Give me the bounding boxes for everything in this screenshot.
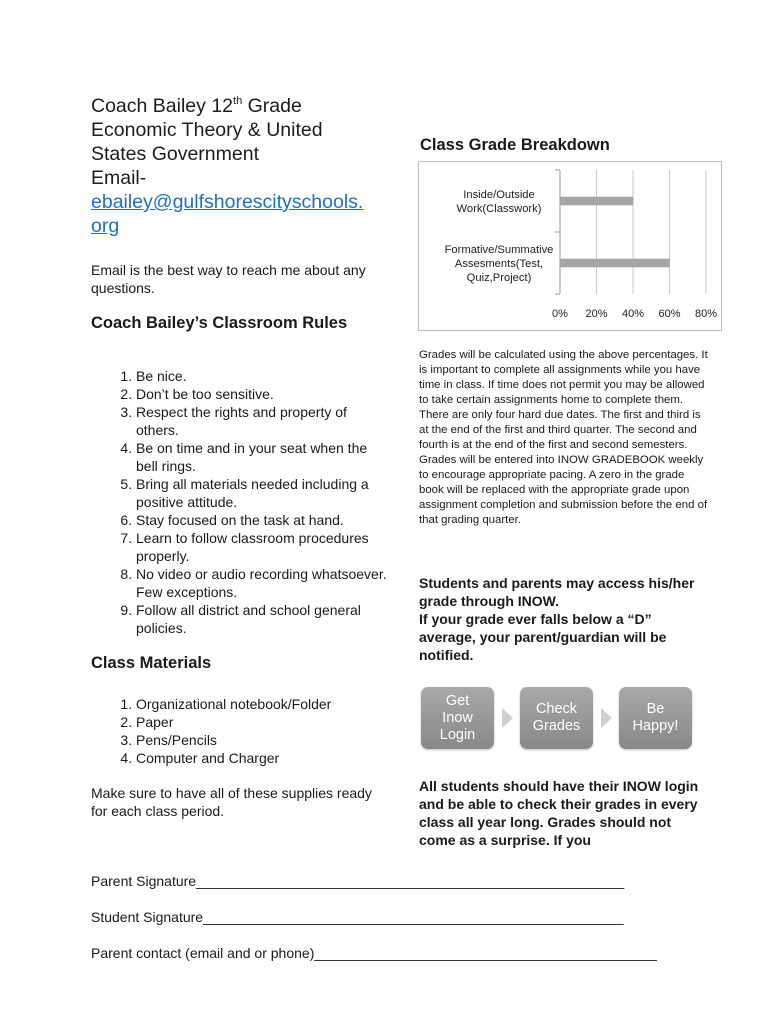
rules-title: Coach Bailey’s Classroom Rules xyxy=(91,314,348,332)
category-label: Formative/Summative xyxy=(444,244,554,256)
email-label: Email- xyxy=(91,167,147,189)
access-line2: If your grade ever falls below a “D” average, your parent/guardian will be notified. xyxy=(419,611,667,663)
material-item: 3. Pens/Pencils xyxy=(136,731,391,749)
category-label: Work(Classwork) xyxy=(456,203,542,215)
bar xyxy=(560,259,670,267)
chart-title: Class Grade Breakdown xyxy=(420,136,610,154)
chart-canvas xyxy=(419,162,721,330)
x-tick-label: 80% xyxy=(694,308,718,320)
contact-note: Email is the best way to reach me about any questions. xyxy=(91,262,366,296)
access-line1: Students and parents may access his/her grade through INOW. xyxy=(419,575,695,609)
x-tick-label: 60% xyxy=(658,308,681,320)
teacher-header xyxy=(91,94,391,238)
materials-list xyxy=(91,695,391,767)
grading-notes: Grades will be calculated using the above percentages. It is important to complete all assignments while you have time in class. If time does not permit you may be allowed to take certain assignments home to complete them. There are only four hard due dates. The first and third is at the end of the first and third quarter. The second and fourth is at the end of the first and second semesters. Grades will be entered into INOW GRADEBOOK weekly to encourage appropriate pacing. A zero in the grade book will be replaced with the appropriate grade upon assignment completion and submission before the end of that grading quarter. xyxy=(419,349,708,526)
rule-item: 5. Bring all materials needed including a positive attitude. xyxy=(136,475,391,511)
flow-step-login: Get Inow Login xyxy=(421,687,494,749)
x-tick-label: 0% xyxy=(552,308,568,320)
category-label: Assesments(Test, xyxy=(454,258,544,270)
flow-step-happy: Be Happy! xyxy=(619,687,692,749)
rule-item: 6. Stay focused on the task at hand. xyxy=(136,511,391,529)
parent-contact-line[interactable]: Parent contact (email and or phone)____________________________________________ xyxy=(91,945,657,961)
flow-step-check: Check Grades xyxy=(520,687,593,749)
grade-breakdown-chart xyxy=(418,161,722,331)
rule-item: 7. Learn to follow classroom procedures properly. xyxy=(136,529,391,565)
category-label: Quiz,Project) xyxy=(466,272,532,284)
flow-arrow-icon xyxy=(601,708,612,728)
rule-item: 9. Follow all district and school general policies. xyxy=(136,601,391,637)
rules-list xyxy=(91,367,391,637)
material-item: 4. Computer and Charger xyxy=(136,749,391,767)
rule-item: 1. Be nice. xyxy=(136,367,391,385)
material-item: 2. Paper xyxy=(136,713,391,731)
parent-signature-line[interactable]: Parent Signature_______________________________________________________ xyxy=(91,873,625,889)
materials-title: Class Materials xyxy=(91,654,212,672)
supplies-note: Make sure to have all of these supplies ready for each class period. xyxy=(91,785,372,819)
rule-item: 4. Be on time and in your seat when the bell rings. xyxy=(136,439,391,475)
student-signature-line[interactable]: Student Signature______________________________________________________ xyxy=(91,909,624,925)
rule-item: 2. Don’t be too sensitive. xyxy=(136,385,391,403)
x-tick-label: 40% xyxy=(621,308,645,320)
category-label: Inside/Outside xyxy=(463,189,535,201)
email-link[interactable]: ebailey@gulfshorescityschools. org xyxy=(91,191,364,237)
material-item: 1. Organizational notebook/Folder xyxy=(136,695,391,713)
flow-arrow-icon xyxy=(502,708,513,728)
rule-item: 3. Respect the rights and property of others. xyxy=(136,403,391,439)
grade-access-note xyxy=(419,574,699,664)
header-line1: Coach Bailey 12th Grade xyxy=(91,94,302,117)
header-line3: States Government xyxy=(91,143,259,165)
header-line2: Economic Theory & United xyxy=(91,119,323,141)
bar xyxy=(560,197,633,205)
inow-note: All students should have their INOW login and be able to check their grades in every class all year long. Grades should not come as a surprise. If you xyxy=(419,778,699,848)
x-tick-label: 20% xyxy=(585,308,608,320)
rule-item: 8. No video or audio recording whatsoever. Few exceptions. xyxy=(136,565,391,601)
